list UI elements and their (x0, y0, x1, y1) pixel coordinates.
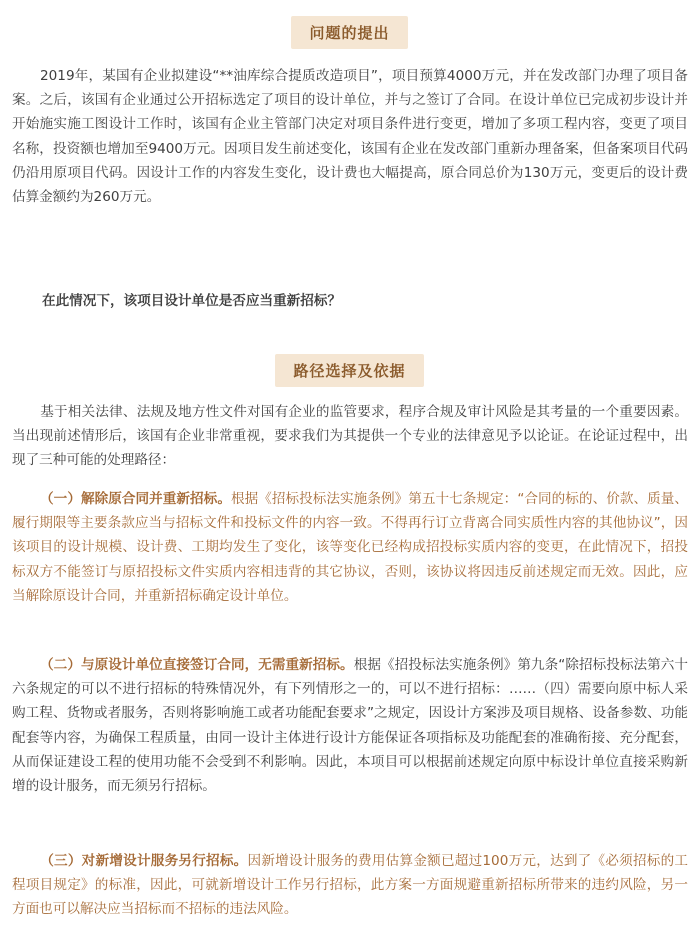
path3-paragraph (12, 849, 688, 922)
path2-heading: （二）与原设计单位直接签订合同，无需重新招标。 (40, 657, 354, 673)
problem-paragraph (12, 64, 688, 209)
path1-heading: （一）解除原合同并重新招标。 (40, 491, 231, 507)
section-title-problem: 问题的提出 (291, 16, 407, 49)
path3-body: 因新增设计服务的费用估算金额已超过100万元，达到了《必须招标的工程项目规定》的标准，因此，可就新增设计工作另行招标，此方案一方面规避重新招标所带来的违约风险，另一方面也可以解决应当招标而不招标的违法风险。 (12, 853, 688, 918)
problem-text: 2019年，某国有企业拟建设“**油库综合提质改造项目”，项目预算4000万元，并在发改部门办理了项目备案。之后，该国有企业通过公开招标选定了项目的设计单位，并与之签订了合同。在设计单位已完成初步设计并开始施实施工图设计工作时，该国有企业主管部门决定对项目条件进行变更，增加了多项工程内容，变更了项目名称，投资额也增加至9400万元。因项目发生前述变化，该国有企业在发改部门重新办理备案，但备案项目代码仍沿用原项目代码。因设计工作的内容发生变化，设计费也大幅提高，原合同总价为130万元，变更后的设计费估算金额约为260万元。 (12, 68, 688, 206)
intro-paragraph (12, 400, 688, 473)
section-title-wrap-1 (0, 16, 699, 49)
section-title-wrap-2 (0, 354, 699, 387)
path3-heading: （三）对新增设计服务另行招标。 (40, 853, 248, 869)
path2-paragraph (12, 653, 688, 798)
path1-body: 根据《招标投标法实施条例》第五十七条规定：“合同的标的、价款、质量、履行期限等主要条款应当与招标文件和投标文件的内容一致。不得再行订立背离合同实质性内容的其他协议”，因该项目的设计规模、设计费、工期均发生了变化，该等变化已经构成招投标实质内容的变更，在此情况下，招投标双方不能签订与原招投标文件实质内容相违背的其它协议，否则，该协议将因违反前述规定而无效。因此，应当解除原设计合同，并重新招标确定设计单位。 (12, 491, 688, 604)
intro-text: 基于相关法律、法规及地方性文件对国有企业的监管要求，程序合规及审计风险是其考量的一个重要因素。当出现前述情形后，该国有企业非常重视，要求我们为其提供一个专业的法律意见予以论证。在论证过程中，出现了三种可能的处理路径： (12, 404, 688, 469)
path1-paragraph (12, 487, 688, 608)
problem-question: 在此情况下，该项目设计单位是否应当重新招标？ (42, 293, 342, 309)
section-title-path: 路径选择及依据 (275, 354, 423, 387)
path2-body: 根据《招投标法实施条例》第九条“除招标投标法第六十六条规定的可以不进行招标的特殊情况外，有下列情形之一的，可以不进行招标：……（四）需要向原中标人采购工程、货物或者服务，否则将影响施工或者功能配套要求”之规定，因设计方案涉及项目规格、设备参数、功能配套等内容，为确保工程质量，由同一设计主体进行设计方能保证各项指标及功能配套的准确衔接、充分配套，从而保证建设工程的使用功能不会受到不利影响。因此，本项目可以根据前述规定向原中标设计单位直接采购新增的设计服务，而无须另行招标。 (12, 657, 689, 795)
